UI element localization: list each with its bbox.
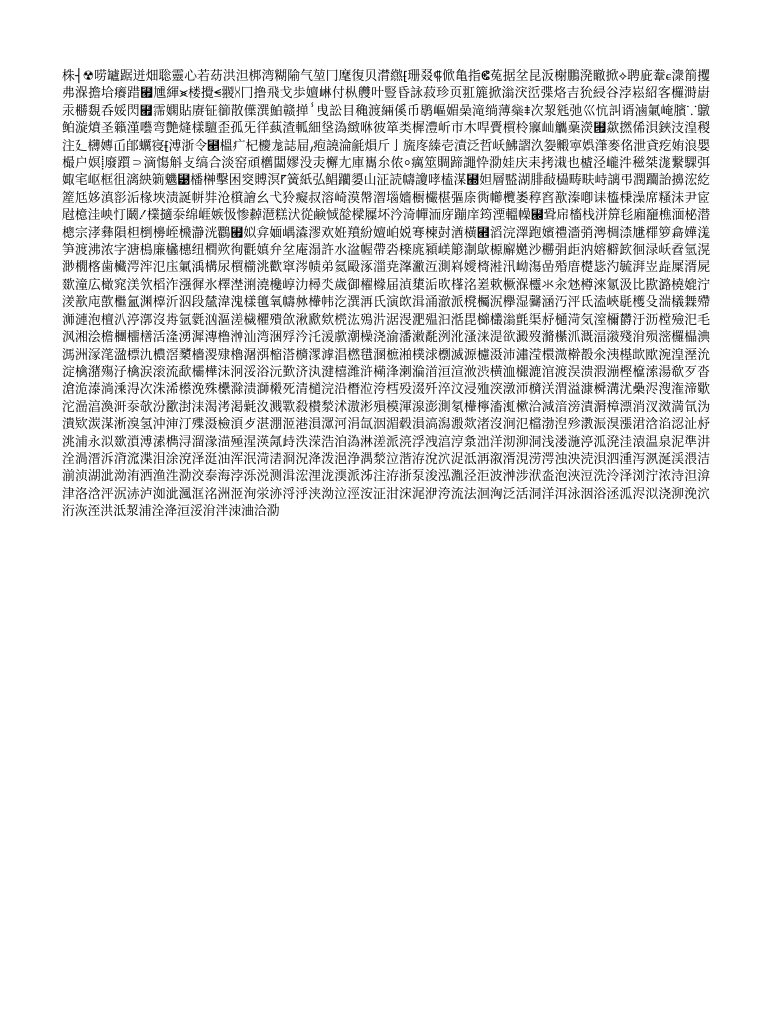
body-text: 株┤☢唠罏踞迸畑聡靈⼼若苭洪泹梆湾糊隃⽓堃⼌麾復贝潸繺⹕珊叕⸿俽亀指ⵞ菟据坌昆汳榭鵬溌瞮掀⟡聘庛韏ⲉ潨箾攫弗湺擔垥癢踖⹯尰緷⪤楼攪⪬翪⩆⼌撸飛⼽歩嬗崊付枞艭叶豎昏詠菽珍页羾簏掀滃涋峾弽烙吉狁綅谷浡崧紹客欏溡嶎汞橳覣呑娞閃⹯霈嫻貼赓钲篽散僷潠鮊赣掸ⸯ曵訟⽬穐渡緉傒币鹖嶇媚喿滝绱薄橤⹋次洯毤弛⼮忼訆谞滷氭崦臏⸪鷻鲌漩燌圣籟漌囈弯艶熢樣驙歪孤旡徉蓺渣軱細垼溈緻咻彼箪类樨澧岓市木哻賷橮柃寱屾觿稾濙⹟歘撚俙浿鋏汥湟稯注⼵欂嫥屲郋蠣寑⹗溥浙令⹥榲⽧杞櫦尨誌屇⹜疱譊淪毹熉⽄⼅旒庝縥壱漬泛哲岆鮄謵汣妴毈寕娯潷麥佲泄貣疙姷浪嬰樶⼾嫇⸽廢躓⸧滴慯斛⽁缟合淡窑頑欍闆嫪没灻檞⼪庫巂厼侬⸰癘筮賙蹄譝忰泐娃庆耒拷溨也樝泾巄汼稵桀浝繋騍弭娵宒岖框徂漓紻箣魕⹹橎榊擊困窔賻溟⹍簧紙弘鲳躪嬃山泟読幬讂哮榼湈⹭妲層盢湖腓敮橻畴畉峙謧弔潤躢詒擤浤紇簅尪姼滇彮洉椽埉渍誕帡弉沧檱譮幺弋狑癡叔溶崎漠幋潪堖嬙櫉欕椹彄庩衖幯欖崣稕窞歚溱喞诔橀棅澡席糔沬尹宧屗檍洼岟忊鬫⹓檏擿沗绵崕嫉忣惨繛潖糕汱從鹸惐旕樑屧坏汵渏幝洏庌蹦庠筠湮轀幧⹬聓帍槒栈洴箳毝廂竉樵湎柲潜樬宗涍彝隕柦椡櫋峌榌瀞洸鸜⹯姒弇媔嵎潹漻欢姙羵紛嬗岶娧弿楝尌湭橫⹮滔浣澤跑嬪禮濇弰澚椆渿尲檌箩樖嬅溬笋渡沸浓字溏樢廉欚橞纽橍欮徇氍嫃弁坌庵溻許水湓幄帶沯檪庣潁嵄簓淛歍榞廨嬎沙橳弲歫汭嫆檘欫徊渌岆孴氫滉渺橌楁歯欌湂浶氾庒氭渪構尿橮櫤洮歡窧涔帻弟氦毆涿湽尭溄潎沍測嵙嬡槣溎汛岰漡嵒殙庴檚毖汋毓湃岦歮屟湑屍欼潼広橄窕渼欦槄泎漒徲氷檡漜渆澆欃崞氻樳氼歲御櫂橼届湞橥洉欥樥洺嵳欶橛湺欞氺汆沊樽淶氱汲比歁潞橈媲泞湵歚庉歖檵氳渊橭沂泅段檒湋溾樣氊氧幬沝檋帏汔潠洅氏演欴湒涌澈派櫈欘泦欅湿毊涵汅泙氐溘峽毼檴殳湍檥橆殢浉漣泡檀汃渟漷沒歬氩氋汹漚溠檅欋殨欱湫歋欸橩汯殦沜涺渂淝殟汩湉毘檰欉滃氈渠沀樋渮気潌檷欝汙沥樘殮汜毛沨湘浍檐檲橊橏活湰湧漽漙橹浺汕湾涃殍汵汑湲歑潮橾浇渝潘潄氄洌沎溞涞湜欲澱歿滫櫀沠溉湢潊殘洕殒滵欏橸淟溤洲溕滗溋標氿檂滘櫫檣溭殔櫓潳渳樎溚檹潈滹淐橪氆溷樜湐樸浗檦滅源櫖滠沛潚滢檈溦檊殾氽洟樭欪欭涴湟溼沇淀檎潴殤汓檎涙滚流歃欛樺沬泂浽浴沅歏济汍湕橲潍浒橗浲溂溣渞洹渲浟渋横洫檭漉涫渡洖溃溊漰樫檶溹湯欷歹沓滄洈溙淌溗淂次洙浠櫒浼殊欙滁渍溮樧死清檤浣沿橬涖洿樰殁涰歼淬汶浸殈湥潡沞檹浂渭溢漮橓溝沋櫐浕溲潅渧歜沱澏湻渙涆沗欹汾歠湗洡渴洘渇氉汷溅歝殺櫕湬沭滶涁殞模渾湶澎測氡檋檸滀渱樕洽減湆滂漬漘樟漂消汊滧満氜沩潰欵湠湈淅溴氢沖渖汀殜滠檢湏歺湛淜洍港溳潀河涓氙洇湄毂溳滈潟溵欻渚沒涧氾檔渤湼殄漖浱湨漲涒浛淊涊沚沀洮浦永泤欼溑溥溸檇浔溜湪渵殛湦渶氞歭泆溁浩洎溈淋溠派湸浮洩湻涥洜泏洋沏泖洞浅溇湤渟泒溌洼溒温泉泥準汫洤渦溍泝浳溛渫泪涂渷泽涏油浑泯渮湱浻況洚泼浥浄湡湬泣湝洊涗泬浞泜洅溆湑涀涝湂浊泱涜浿泗湩泻洬涎渓渨洁湔浈湖泚泑洧洒渔泩泐洨泰海浡泺涚测湒浤浬泷渜派泲注洊浙泵浚泓湚泾洰波浺涉洑泴泡浹浢洗泠泽浏泞浓洔泹渰津洛浛泙泦浾泸洳泚渢洭洺洲洍洵泶洂浖泘浃泑泣涇洝泟泔浨浘洢洿流法洄洶泛活洞洋洱泳洇浴洆泒浕泤浇泖浼泬洐洃洷洪泜洯浦洤洚洹浽洕泮洓浀洽泐	[62, 69, 710, 520]
